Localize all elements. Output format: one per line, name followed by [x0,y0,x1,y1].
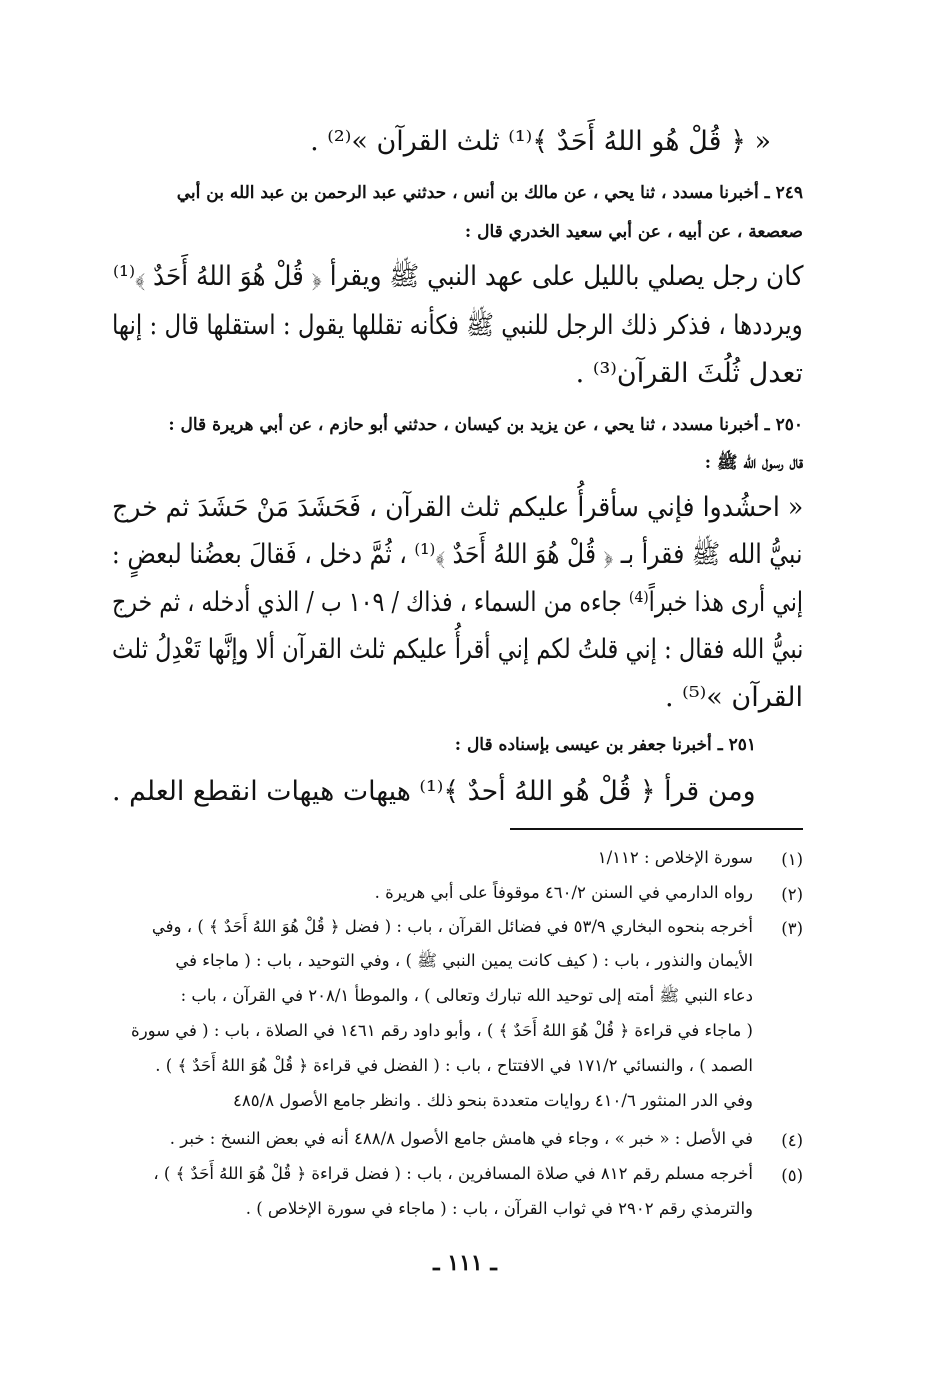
footnote-text: في الأصل : « خبر » ، وجاء في هامش جامع الأصول ٤٨٨/٨ أنه في بعض النسخ : خبر . [169,1129,753,1148]
footnote-text: دعاء النبي ﷺ أمته إلى توحيد الله تبارك وتعالى ) ، والموطأ ٢٠٨/١ في القرآن ، باب : [180,986,753,1005]
footnote-number: (٥) [781,1166,803,1185]
hadith-249-body-line-2: ويرددها ، فذكر ذلك الرجل للنبي ﷺ فكأنه تقللها يقول : استقلها قال : إنها [112,310,803,341]
hadith-249-body-line-3: تعدل ثُلُثَ القرآن⁽³⁾ . [575,358,803,389]
footnote-text: أخرجه مسلم رقم ٨١٢ في صلاة المسافرين ، باب : ( فضل قراءة ﴿ قُلْ هُوَ اللهُ أَحَدٌ ﴾ ) ، [153,1164,753,1183]
hadith-250-body-line-5: القرآن »⁽⁵⁾ . [665,682,803,713]
footnote-number: (٢) [781,885,803,904]
hadith-251-header-line-1: ٢٥١ ـ أخبرنا جعفر بن عيسى بإسناده قال : [454,735,756,755]
footnote-separator [510,828,803,830]
footnote-text: سورة الإخلاص : ١/١١٢ [597,848,753,867]
hadith-249-body-line-1: كان رجل يصلي بالليل على عهد النبي ﷺ ويقرأ ﴿ قُلْ هُوَ اللهُ أَحَدٌ ﴾⁽¹⁾ [112,261,804,292]
hadith-250-body-line-3: إني أرى هذا خبراً⁽⁴⁾ جاءه من السماء ، فذاك / ١٠٩ ب / الذي أدخله ، ثم خرج [111,587,803,618]
hadith-250-body-line-2: نبيُّ الله ﷺ فقرأ بـ ﴿ قُلْ هُوَ اللهُ أَحَدٌ ﴾⁽¹⁾ ، ثُمَّ دخل ، فَقالَ بعضُنا لبعضٍ : [112,539,803,570]
footnote-text: ( ماجاء في قراءة ﴿ قُلْ هُوَ اللهُ أَحَدٌ ﴾ ) ، وأبو داود رقم ١٤٦١ في الصلاة ، باب : ( في سورة [131,1021,753,1040]
footnote-text: أخرجه بنحوه البخاري ٥٣/٩ في فضائل القرآن ، باب : ( فضل ﴿ قُلْ هُوَ اللهُ أَحَدٌ ﴾ ) ، وفي [151,917,753,936]
footnote-number: (٣) [781,919,803,938]
hadith-249-header-line-2: صعصعة ، عن أبيه ، عن أبي سعيد الخدري قال : [464,222,803,242]
footnote-text: والترمذي رقم ٢٩٠٢ في ثواب القرآن ، باب : ( ماجاء في سورة الإخلاص ) . [245,1199,753,1218]
top-line: « ﴿ قُلْ هُو اللهُ أَحَدٌ ﴾⁽¹⁾ ثلث القرآن »⁽²⁾ . [310,126,771,157]
footnote-number: (٤) [781,1131,803,1150]
hadith-250-header-line-1: ٢٥٠ ـ أخبرنا مسدد ، ثنا يحي ، عن يزيد بن كيسان ، حدثني أبو حازم ، عن أبي هريرة قال : [168,415,803,435]
hadith-250-header-line-2: قال رسول الله ﷺ : [704,453,803,473]
hadith-249-header-line-1: ٢٤٩ ـ أخبرنا مسدد ، ثنا يحي ، عن مالك بن أنس ، حدثني عبد الرحمن بن عبد الله بن أبي [176,183,803,203]
footnote-text: الصمد ) ، والنسائي ١٧١/٢ في الافتتاح ، باب : ( الفضل في قراءة ﴿ قُلْ هُوَ اللهُ أَحَدٌ ﴾ ) . [155,1056,753,1075]
footnote-text: رواه الدارمي في السنن ٤٦٠/٢ موقوفاً على أبي هريرة . [374,883,753,902]
hadith-251-body-line-1: ومن قرأ ﴿ قُلْ هُو اللهُ أحدٌ ﴾⁽¹⁾ هيهات هيهات انقطع العلم . [112,776,756,807]
hadith-250-body-line-1: « احشُدوا فإني سأقرأُ عليكم ثلث القرآن ، فَحَشَدَ مَنْ حَشَدَ ثم خرج [111,492,803,523]
footnote-text: الأيمان والنذور ، باب : ( كيف كانت يمين النبي ﷺ ) ، وفي التوحيد ، باب : ( ماجاء في [175,951,753,970]
page-number: ـ ١١١ ـ [433,1250,497,1276]
footnote-text: وفي الدر المنثور ٤١٠/٦ روايات متعددة بنحو ذلك . وانظر جامع الأصول ٤٨٥/٨ [233,1091,753,1110]
footnote-number: (١) [781,850,803,869]
hadith-250-body-line-4: نبيُّ الله فقال : إني قلتُ لكم إني أقرأُ عليكم ثلث القرآن ألا وإنَّها تَعْدِلُ ثلث [111,634,803,665]
